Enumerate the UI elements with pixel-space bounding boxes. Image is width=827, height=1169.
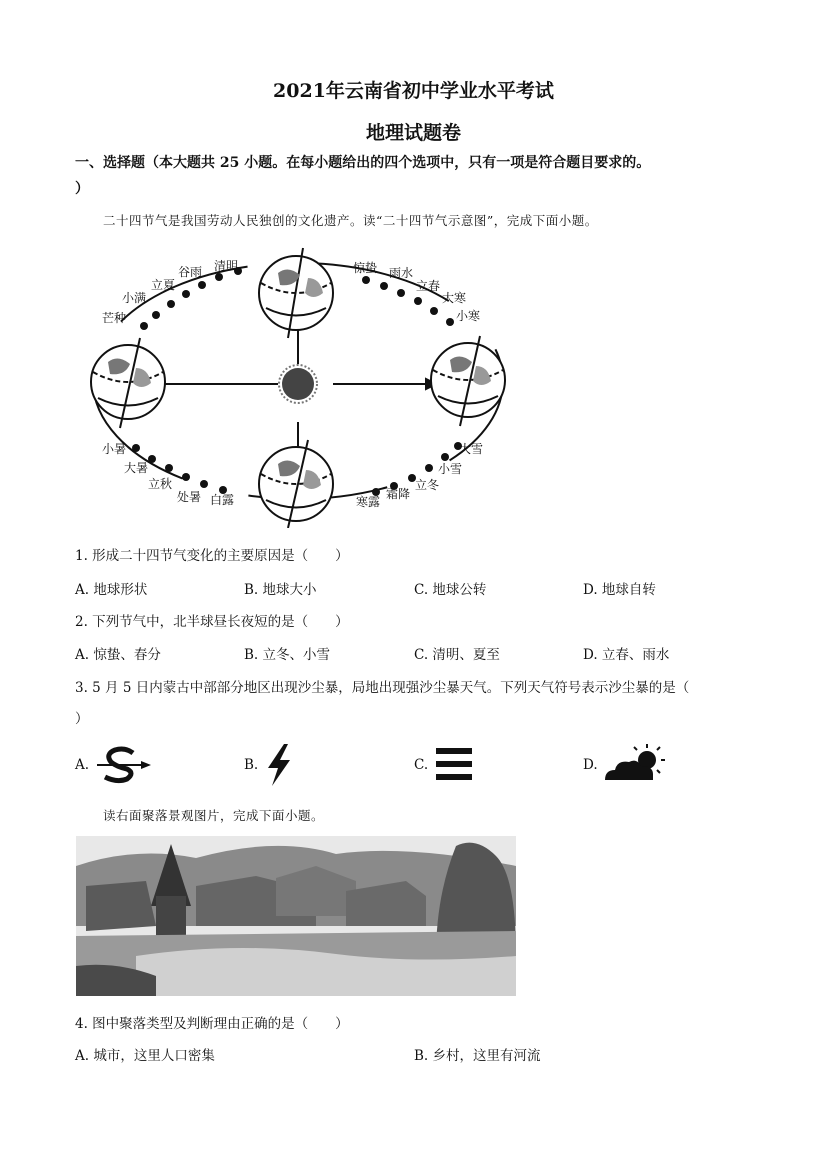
intro-text-1: 二十四节气是我国劳动人民独创的文化遗产。读“二十四节气示意图”，完成下面小题。 — [103, 213, 598, 228]
question-1-option-a[interactable]: A. 地球形状 — [75, 582, 148, 598]
question-1-option-c[interactable]: C. 地球公转 — [414, 582, 487, 598]
question-3-option-d[interactable]: D. — [583, 757, 598, 773]
term-label: 清明 — [214, 259, 239, 273]
question-3-stem: 3. 5 月 5 日内蒙古中部部分地区出现沙尘暴，局地出现强沙尘暴天气。下列天气符号表示沙尘暴的是（ — [75, 680, 690, 696]
question-1-option-d[interactable]: D. 地球自转 — [583, 582, 656, 598]
term-label: 立春 — [416, 279, 441, 293]
term-label: 谷雨 — [178, 265, 203, 279]
term-label: 小寒 — [456, 309, 481, 323]
question-2-stem: 2. 下列节气中，北半球昼长夜短的是（ ） — [75, 614, 349, 630]
question-3-option-b[interactable]: B. — [244, 757, 259, 773]
fog-symbol-icon[interactable] — [434, 746, 474, 782]
question-2-option-d[interactable]: D. 立春、雨水 — [583, 647, 670, 663]
sandstorm-symbol-icon[interactable] — [95, 745, 153, 785]
term-label: 立夏 — [151, 278, 176, 292]
term-label: 立秋 — [148, 477, 173, 491]
section-heading-text: 一、选择题（本大题共 25 小题。在每小题给出的四个选项中，只有一项是符合题目要求的。 — [75, 155, 651, 171]
term-label: 小满 — [122, 291, 147, 305]
term-label: 处暑 — [177, 490, 202, 504]
question-1-option-b[interactable]: B. 地球大小 — [244, 582, 317, 598]
term-label: 霜降 — [386, 487, 411, 501]
term-label: 白露 — [210, 493, 235, 507]
page-subtitle: 地理试题卷 — [365, 122, 461, 144]
globe-icon-bottom — [259, 440, 333, 528]
term-label: 寒露 — [356, 495, 381, 509]
term-label: 惊蛰 — [353, 261, 378, 275]
lightning-symbol-icon[interactable] — [264, 744, 294, 786]
term-label: 大寒 — [442, 291, 467, 305]
solar-terms-diagram — [78, 238, 528, 528]
term-label: 大雪 — [459, 442, 484, 456]
question-3-option-a[interactable]: A. — [75, 757, 90, 773]
question-4-option-b[interactable]: B. 乡村，这里有河流 — [414, 1048, 541, 1064]
question-2-option-a[interactable]: A. 惊蛰、春分 — [75, 647, 161, 663]
partly-cloudy-symbol-icon[interactable] — [603, 742, 667, 784]
globe-icon-right — [431, 336, 505, 426]
section-heading-close: ） — [75, 181, 89, 197]
question-2-option-b[interactable]: B. 立冬、小雪 — [244, 647, 331, 663]
question-4-stem: 4. 图中聚落类型及判断理由正确的是（ ） — [75, 1016, 349, 1032]
term-label: 小雪 — [438, 462, 463, 476]
section-heading — [75, 150, 765, 202]
term-label: 立冬 — [415, 478, 440, 492]
question-3-option-c[interactable]: C. — [414, 757, 429, 773]
intro-text-2: 读右面聚落景观图片，完成下面小题。 — [103, 808, 325, 823]
term-label: 小暑 — [102, 442, 127, 456]
question-1-stem: 1. 形成二十四节气变化的主要原因是（ ） — [75, 548, 349, 564]
village-landscape-image — [76, 836, 516, 996]
question-4-option-a[interactable]: A. 城市，这里人口密集 — [75, 1048, 215, 1064]
term-label: 雨水 — [389, 266, 414, 280]
globe-icon-top — [259, 248, 333, 338]
page-title: 2021年云南省初中学业水平考试 — [273, 80, 554, 102]
question-3-stem-close: ） — [75, 711, 89, 727]
question-2-option-c[interactable]: C. 清明、夏至 — [414, 647, 500, 663]
sun-icon — [282, 368, 314, 400]
term-label: 芒种 — [102, 311, 127, 325]
term-label: 大暑 — [124, 461, 149, 475]
